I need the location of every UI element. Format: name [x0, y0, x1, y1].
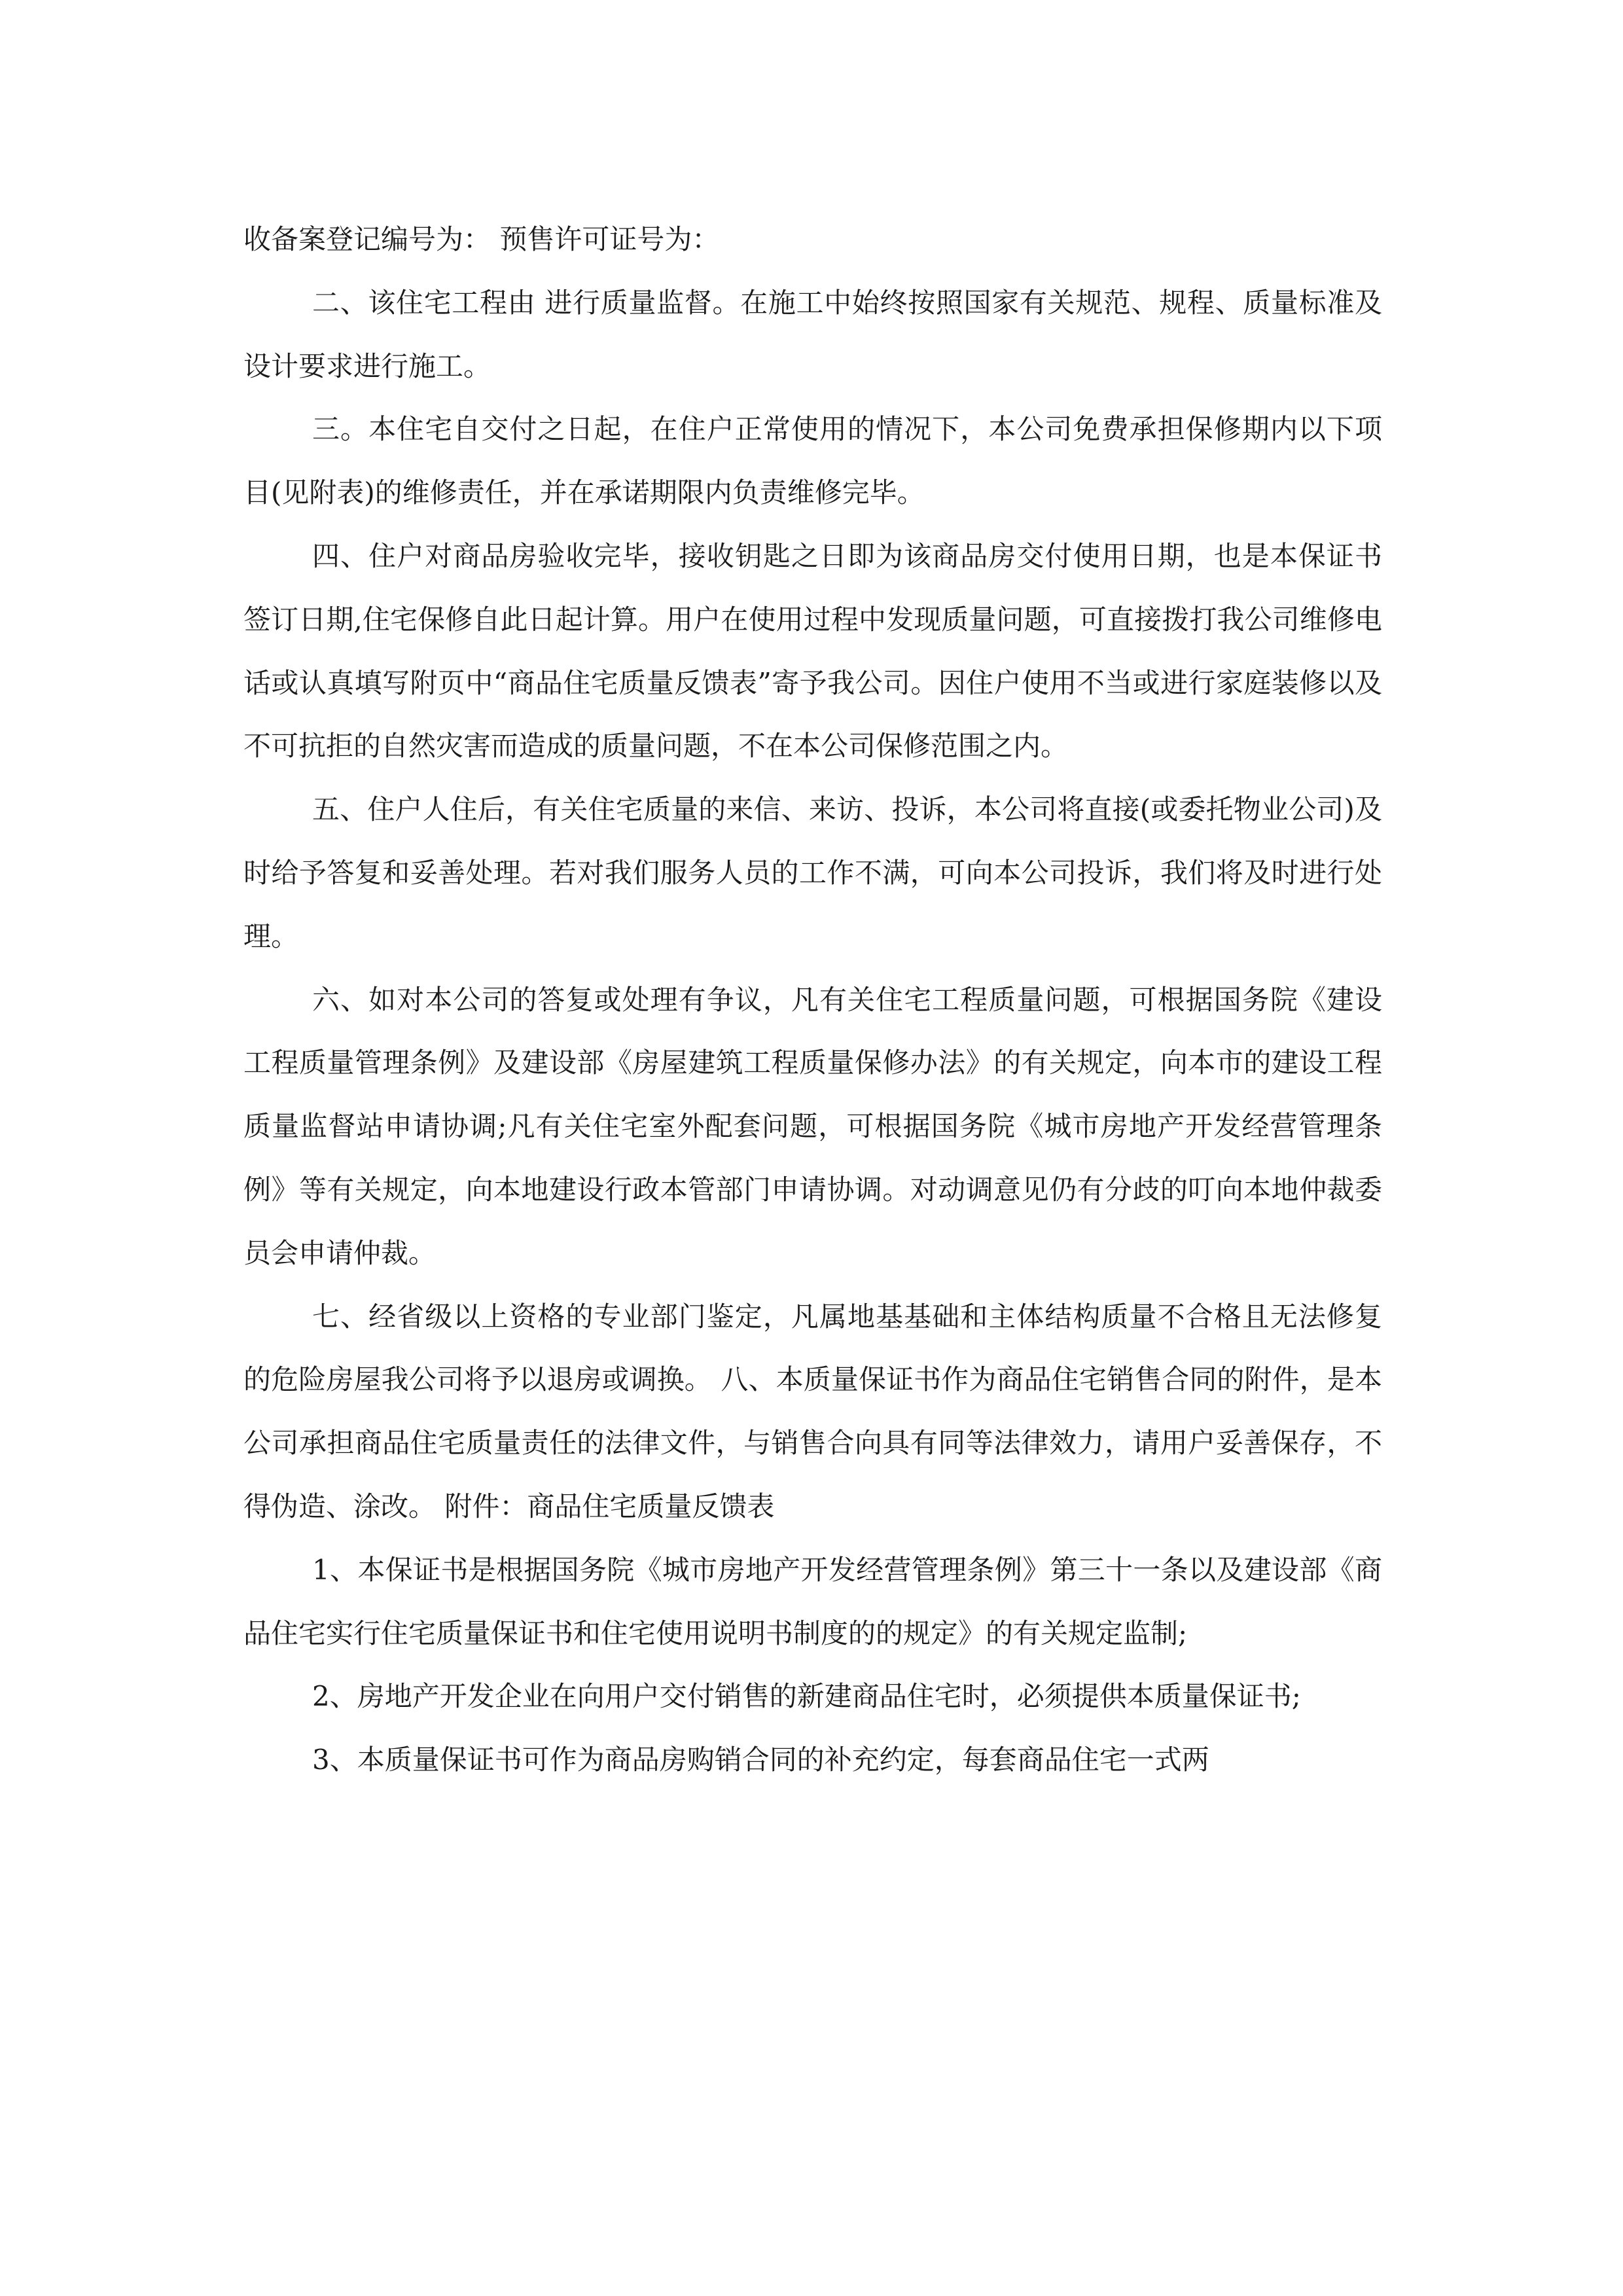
paragraph-delivery-date: 四、住户对商品房验收完毕，接收钥匙之日即为该商品房交付使用日期，也是本保证书签订日期,住宅保修自此日起计算。用户在使用过程中发现质量问题，可直接拨打我公司维修电话或认真填写附页中“商品住宅质量反馈表”寄予我公司。因住户使用不当或进行家庭装修以及不可抗拒的自然灾害而造成的质量问题，不在本公司保修范围之内。: [243, 539, 1382, 762]
paragraph-note-1: 1、本保证书是根据国务院《城市房地产开发经营管理条例》第三十一条以及建设部《商品住宅实行住宅质量保证书和住宅使用说明书制度的的规定》的有关规定监制;: [243, 1553, 1382, 1649]
paragraph-note-2: 2、房地产开发企业在向用户交付销售的新建商品住宅时，必须提供本质量保证书;: [312, 1680, 1301, 1713]
paragraph-complaints: 五、住户人住后，有关住宅质量的来信、来访、投诉，本公司将直接(或委托物业公司)及时给予答复和妥善处理。若对我们服务人员的工作不满，可向本公司投诉，我们将及时进行处理。: [243, 793, 1382, 952]
paragraph-structural-defects: 七、经省级以上资格的专业部门鉴定，凡属地基基础和主体结构质量不合格且无法修复的危险房屋我公司将予以退房或调换。 八、本质量保证书作为商品住宅销售合同的附件，是本公司承担商品住宅质量责任的法律文件，与销售合向具有同等法律效力，请用户妥善保存，不得伪造、涂改。 附件：商品住宅质量反馈表: [243, 1300, 1382, 1522]
paragraph-registration-numbers: 收备案登记编号为： 预售许可证号为：: [243, 223, 720, 255]
paragraph-free-warranty: 三。本住宅自交付之日起，在住户正常使用的情况下，本公司免费承担保修期内以下项目(见附表)的维修责任，并在承诺期限内负责维修完毕。: [243, 413, 1382, 509]
paragraph-disputes: 六、如对本公司的答复或处理有争议，凡有关住宅工程质量问题，可根据国务院《建设工程质量管理条例》及建设部《房屋建筑工程质量保修办法》的有关规定，向本市的建设工程质量监督站申请协调;凡有关住宅室外配套问题，可根据国务院《城市房地产开发经营管理条例》等有关规定，向本地建设行政本管部门申请协调。对动调意见仍有分歧的叮向本地仲裁委员会申请仲裁。: [243, 983, 1382, 1269]
document-page: [243, 208, 1382, 1792]
paragraph-note-3: 3、本质量保证书可作为商品房购销合同的补充约定，每套商品住宅一式两: [312, 1744, 1209, 1776]
paragraph-quality-supervision: 二、该住宅工程由 进行质量监督。在施工中始终按照国家有关规范、规程、质量标准及设计要求进行施工。: [243, 286, 1382, 382]
